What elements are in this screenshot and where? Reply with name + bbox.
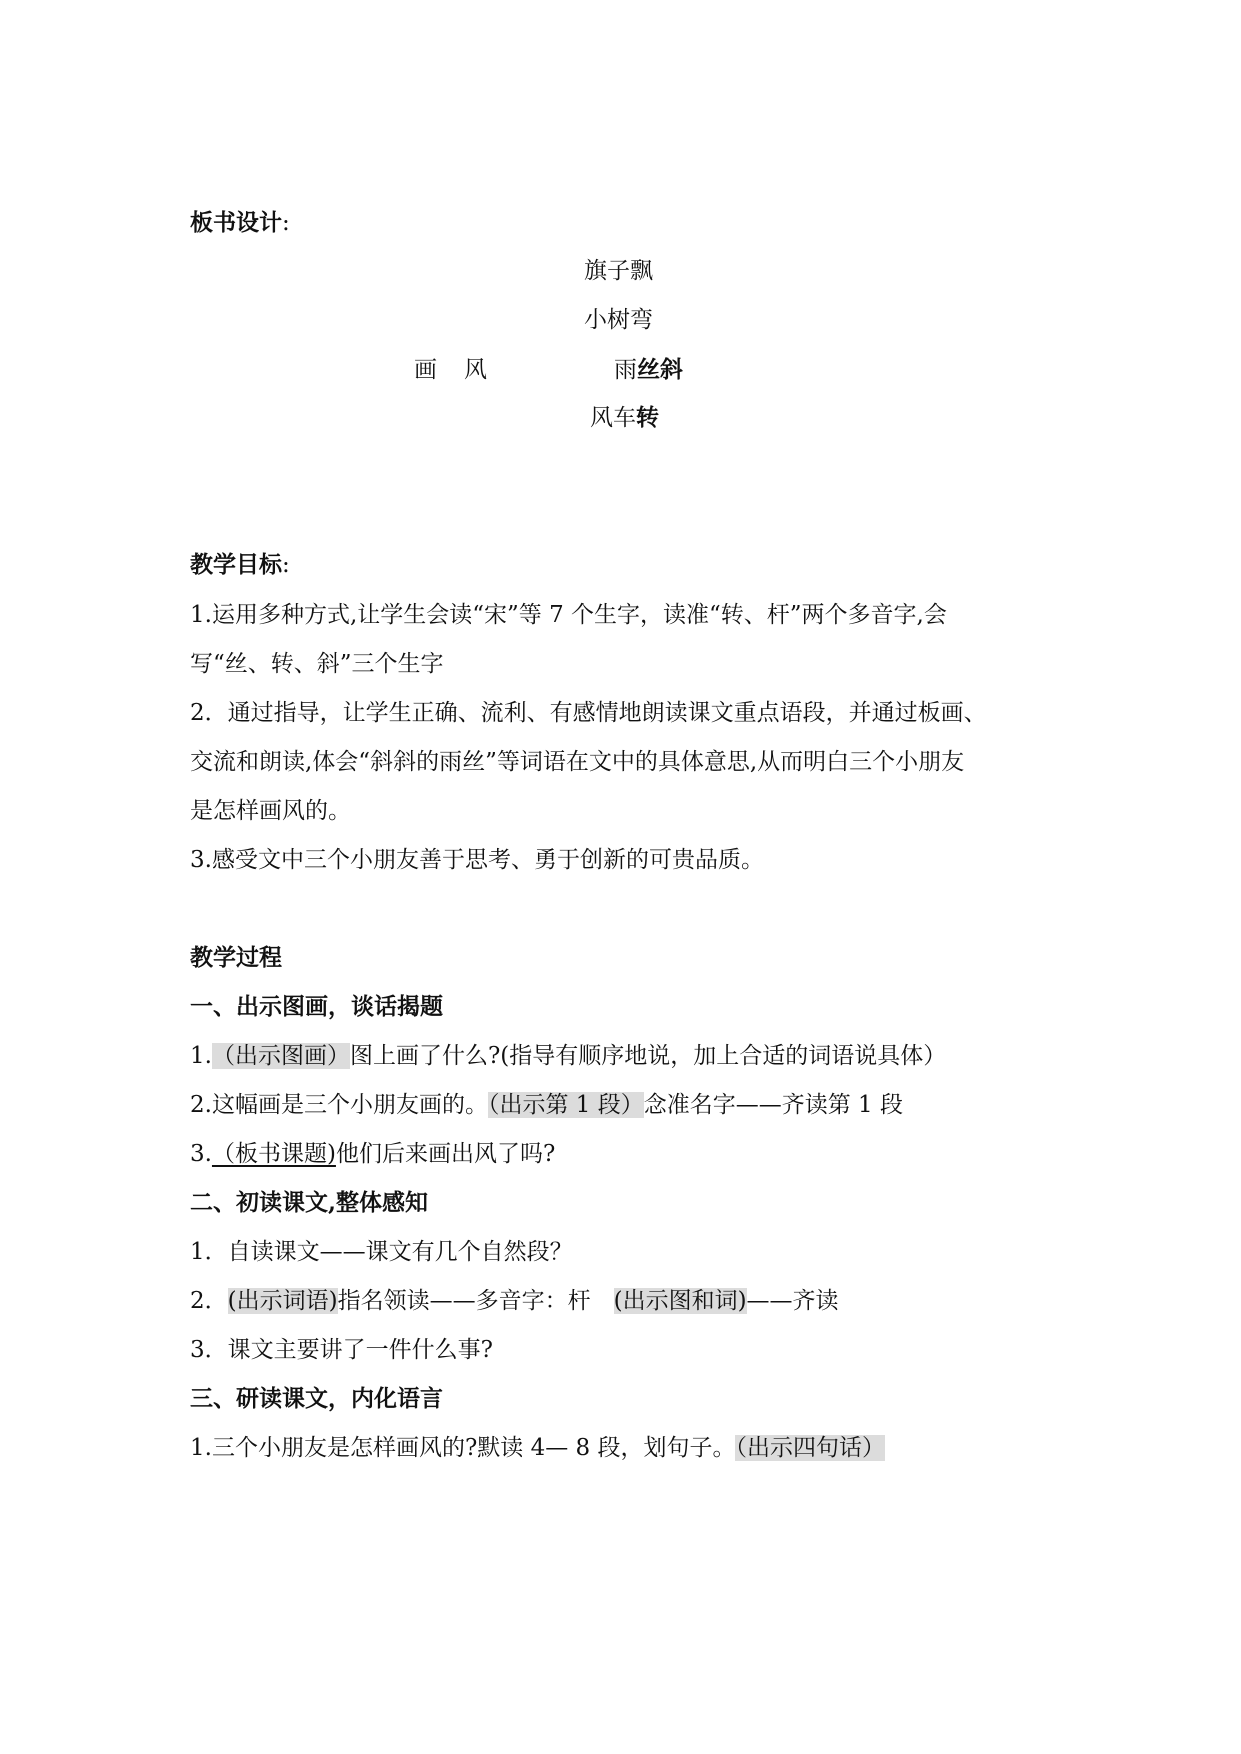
item-number: 3. <box>190 1141 212 1167</box>
board-line-4-b: 转 <box>636 404 659 431</box>
highlight-show-four-sentences: （出示四句话） <box>735 1435 885 1461</box>
highlight-show-picture-words: (出示图和词) <box>613 1288 747 1314</box>
goals-heading <box>190 550 290 580</box>
item-text: 1.三个小朋友是怎样画风的?默读 4— 8 段，划句子。 <box>190 1435 736 1461</box>
goal-2-line-a: 2．通过指导，让学生正确、流利、有感情地朗读课文重点语段，并通过板画、 <box>190 700 987 726</box>
board-heading-text: 板书设计 <box>190 209 282 236</box>
goal-3: 3.感受文中三个小朋友善于思考、勇于创新的可贵品质。 <box>190 847 764 873</box>
section-2-item-2 <box>190 1286 839 1316</box>
item-number: 2． <box>190 1288 228 1314</box>
highlight-show-words: (出示词语) <box>227 1288 338 1314</box>
board-line-3-a: 雨 <box>614 357 637 383</box>
highlight-show-picture: （出示图画） <box>211 1043 350 1069</box>
board-line-4 <box>590 403 659 433</box>
board-left-b: 风 <box>464 357 487 383</box>
goal-2-line-c: 是怎样画风的。 <box>190 798 351 824</box>
item-text: ——齐读 <box>746 1288 839 1314</box>
item-text: 2.这幅画是三个小朋友画的。 <box>190 1092 488 1118</box>
highlight-show-paragraph: （出示第 1 段） <box>487 1092 644 1118</box>
section-2-item-3: 3．课文主要讲了一件什么事? <box>190 1337 493 1363</box>
section-2-heading: 二、初读课文,整体感知 <box>190 1189 429 1216</box>
goal-1-line-a: 1.运用多种方式,让学生会读“宋”等 7 个生字，读准“转、杆”两个多音字,会 <box>190 602 947 628</box>
board-line-3-b: 丝斜 <box>637 356 683 383</box>
section-1-item-1 <box>190 1041 946 1071</box>
item-text: 他们后来画出风了吗? <box>335 1141 556 1167</box>
goal-2-line-b: 交流和朗读,体会“斜斜的雨丝”等词语在文中的具体意思,从而明白三个小朋友 <box>190 749 965 775</box>
section-3-heading: 三、研读课文，内化语言 <box>190 1385 443 1412</box>
board-line-3 <box>614 355 683 385</box>
item-text: 指名领读——多音字：杆 <box>337 1288 614 1314</box>
item-text: 念准名字——齐读第 1 段 <box>643 1092 903 1118</box>
board-heading-colon: : <box>282 210 290 236</box>
process-heading: 教学过程 <box>190 944 282 971</box>
underlined-board-title: （板书课题) <box>211 1141 336 1167</box>
board-line-4-a: 风车 <box>590 405 636 431</box>
section-2-item-1: 1．自读课文——课文有几个自然段？ <box>190 1239 573 1265</box>
board-line-2: 小树弯 <box>584 307 653 333</box>
item-number: 1. <box>190 1043 212 1069</box>
item-text: 图上画了什么?(指导有顺序地说，加上合适的词语说具体） <box>349 1043 947 1069</box>
section-3-item-1 <box>190 1433 885 1463</box>
section-1-heading: 一、出示图画，谈话揭题 <box>190 993 443 1020</box>
section-1-item-3 <box>190 1139 555 1169</box>
board-heading <box>190 208 290 238</box>
section-1-item-2 <box>190 1090 903 1120</box>
goals-heading-colon: : <box>282 552 290 578</box>
board-left-a: 画 <box>414 357 437 383</box>
goals-heading-text: 教学目标 <box>190 551 282 578</box>
board-line-1: 旗子飘 <box>584 258 653 284</box>
goal-1-line-b: 写“丝、转、斜”三个生字 <box>190 651 444 677</box>
